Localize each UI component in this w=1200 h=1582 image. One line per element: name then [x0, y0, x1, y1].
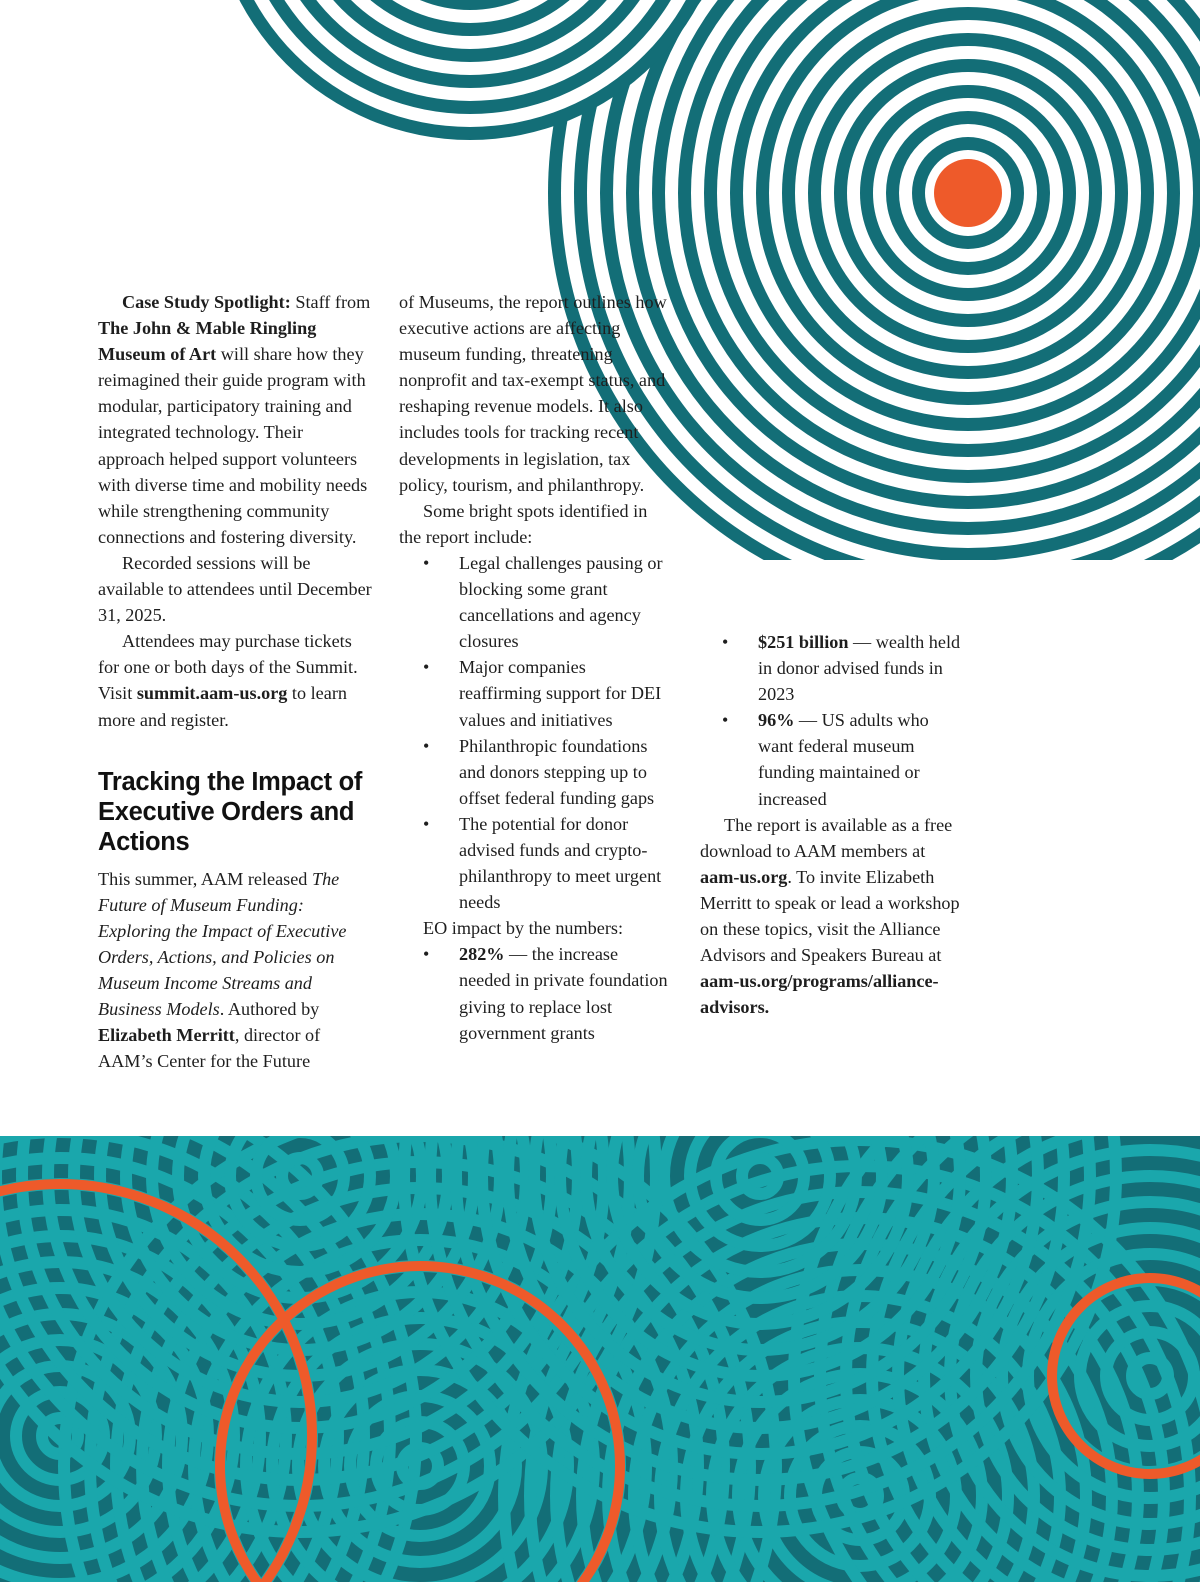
- stat-value: 96%: [758, 710, 795, 731]
- spotlight-text-a: Staff from: [290, 292, 371, 312]
- tickets-paragraph: [98, 628, 372, 732]
- column-3: [700, 629, 966, 1020]
- spotlight-label: Case Study Spotlight:: [122, 292, 291, 312]
- stat-text: — the increase needed in private foundation giving to replace lost government grants: [459, 944, 668, 1043]
- numbers-list-part1: [399, 941, 671, 1045]
- bright-spots-list: [399, 550, 671, 915]
- list-item: • Legal challenges pausing or blocking some grant cancellations and agency closures: [399, 550, 671, 654]
- list-item: [700, 707, 966, 811]
- intro-text-c-part2: of Museums, the report outlines how executive actions are affecting museum funding, threatening nonprofit and tax-exempt status, and reshaping revenue models. It also includes tools for tracking recent developments in legislation, tax policy, tourism, and philanthropy.: [399, 292, 667, 495]
- summit-link[interactable]: summit.aam-us.org: [136, 683, 288, 704]
- list-item: • Philanthropic foundations and donors stepping up to offset federal funding gaps: [399, 733, 671, 811]
- alliance-advisors-link[interactable]: aam-us.org/programs/alliance-advisors.: [700, 971, 939, 1018]
- intro-text-b: . Authored by: [219, 999, 320, 1020]
- report-title: The Future of Museum Funding: Exploring the Impact of Executive Orders, Actions, and Policies on Museum Income Streams and Business Models: [98, 868, 347, 1020]
- spotlight-text-b: will share how they reimagined their guide program with modular, participatory training and integrated technology. Their approach helped support volunteers with diverse time and mobility needs while strengthening community connections and fostering diversity.: [98, 344, 368, 547]
- intro-text-a: This summer, AAM released: [98, 868, 312, 889]
- wavy-lines-artwork-bottom: [0, 1136, 1200, 1582]
- recorded-paragraph: Recorded sessions will be available to attendees until December 31, 2025.: [98, 552, 372, 626]
- section-heading: Tracking the Impact of Executive Orders and Actions: [98, 767, 363, 856]
- numbers-intro: EO impact by the numbers:: [423, 918, 624, 939]
- tickets-text-a: Attendees may purchase tickets for one or both days of the Summit. Visit: [98, 631, 358, 704]
- author-name: Elizabeth Merritt: [98, 1025, 235, 1046]
- tickets-text-b: to learn more and register.: [98, 683, 347, 730]
- aam-link[interactable]: aam-us.org: [700, 866, 788, 887]
- stat-value: 282%: [459, 944, 505, 965]
- intro-text-c-part1: , director of AAM’s Center for the Future: [98, 1025, 321, 1072]
- column-2: [399, 289, 671, 1046]
- column-1: [98, 289, 372, 1074]
- closing-paragraph: [700, 812, 966, 1021]
- numbers-list-part2: [700, 629, 966, 812]
- list-item: [399, 941, 671, 1045]
- stat-text: — US adults who want federal museum funding maintained or increased: [758, 710, 929, 809]
- bright-spots-intro: Some bright spots identified in the report include:: [399, 500, 648, 547]
- closing-text-b: . To invite Elizabeth Merritt to speak or lead a workshop on these topics, visit the Alliance Advisors and Speakers Bureau at: [700, 866, 960, 966]
- list-item: [700, 629, 966, 707]
- stat-text: — wealth held in donor advised funds in 2023: [758, 632, 961, 705]
- list-item: • The potential for donor advised funds and crypto-philanthropy to meet urgent needs: [399, 811, 671, 915]
- spotlight-paragraph: [98, 289, 372, 550]
- stat-value: $251 billion: [758, 632, 849, 652]
- intro-paragraph: [98, 866, 372, 1075]
- museum-name: The John & Mable Ringling Museum of Art: [98, 318, 317, 365]
- list-item: • Major companies reaffirming support for DEI values and initiatives: [399, 654, 671, 732]
- closing-text-a: The report is available as a free download to AAM members at: [700, 814, 953, 861]
